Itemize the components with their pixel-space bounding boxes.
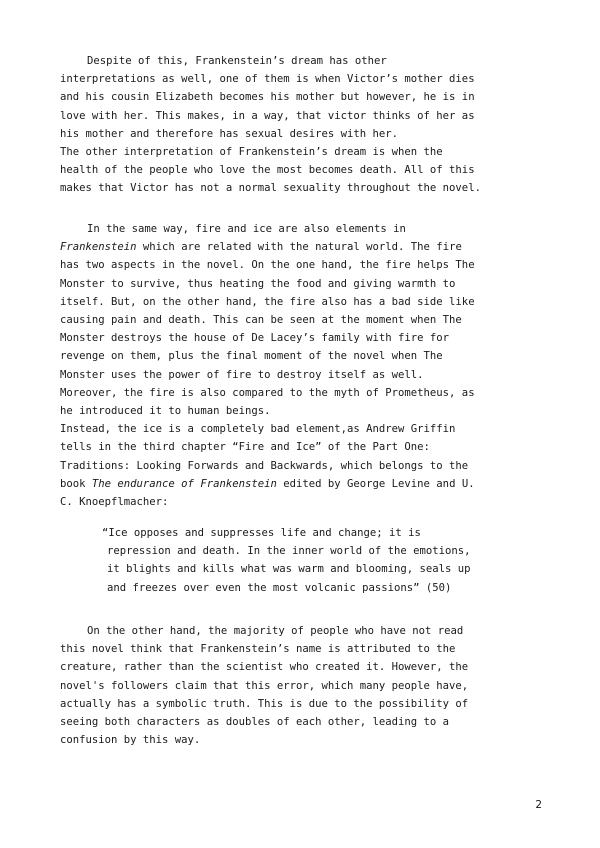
- text-line: Instead, the ice is a completely bad element,as Andrew Griffin: [60, 423, 456, 436]
- text-line: this novel think that Frankenstein’s name is attributed to the: [60, 643, 456, 656]
- paragraph-fire-and-ice: [60, 220, 550, 511]
- text-line: C. Knoepflmacher:: [60, 496, 169, 509]
- paragraph-name-confusion: [60, 622, 550, 749]
- text-line: Monster destroys the house of De Lacey’s family with fire for: [60, 332, 450, 345]
- text-line: he introduced it to human beings.: [60, 405, 271, 418]
- text-line: and his cousin Elizabeth becomes his mother but however, he is in: [60, 91, 475, 104]
- text-line: novel's followers claim that this error, which many people have,: [60, 679, 469, 692]
- text-line: The other interpretation of Frankenstein’s dream is when the: [60, 146, 443, 159]
- text-line: Frankenstein which are related with the natural world. The fire: [60, 241, 462, 254]
- book-title-italic: Frankenstein: [60, 241, 137, 254]
- text-line: book The endurance of Frankenstein edited by George Levine and U.: [60, 477, 475, 490]
- text-line: confusion by this way.: [60, 734, 201, 747]
- text-line: In the same way, fire and ice are also elements in: [87, 223, 406, 235]
- text-line: makes that Victor has not a normal sexuality throughout the novel.: [60, 182, 481, 195]
- text-line: Moreover, the fire is also compared to the myth of Prometheus, as: [60, 386, 475, 399]
- text-line: Monster uses the power of fire to destroy itself as well.: [60, 368, 424, 381]
- text-line: has two aspects in the novel. On the one hand, the fire helps The: [60, 259, 475, 272]
- text-line: revenge on them, plus the final moment of the novel when The: [60, 350, 443, 363]
- text-line: Traditions: Looking Forwards and Backwards, which belongs to the: [60, 459, 469, 472]
- text-line: tells in the third chapter “Fire and Ice” of the Part One:: [60, 441, 430, 454]
- text-line: seeing both characters as doubles of each other, leading to a: [60, 716, 450, 729]
- text-line: health of the people who love the most becomes death. All of this: [60, 164, 475, 177]
- block-quote: [102, 524, 542, 597]
- text-line: causing pain and death. This can be seen at the moment when The: [60, 314, 462, 327]
- book-title-italic: The endurance of Frankenstein: [91, 477, 277, 490]
- page-number: 2: [535, 799, 542, 811]
- text-line: his mother and therefore has sexual desires with her.: [60, 127, 399, 140]
- quote-line: repression and death. In the inner world of the emotions,: [107, 545, 471, 558]
- text-line: love with her. This makes, in a way, that victor thinks of her as: [60, 109, 475, 122]
- text-line: creature, rather than the scientist who created it. However, the: [60, 661, 469, 674]
- text-line: On the other hand, the majority of people who have not read: [87, 625, 464, 637]
- text-line: interpretations as well, one of them is when Victor’s mother dies: [60, 73, 475, 86]
- quote-line: and freezes over even the most volcanic passions” (50): [107, 581, 452, 594]
- text-line: actually has a symbolic truth. This is due to the possibility of: [60, 697, 469, 710]
- quote-line: “Ice opposes and suppresses life and change; it is: [102, 527, 421, 539]
- paragraph-dream-interpretations: [60, 52, 550, 198]
- text-line: Monster to survive, thus heating the food and giving warmth to: [60, 277, 456, 290]
- text-line: itself. But, on the other hand, the fire also has a bad side like: [60, 295, 475, 308]
- text-line: Despite of this, Frankenstein’s dream has other: [87, 55, 387, 67]
- quote-line: it blights and kills what was warm and blooming, seals up: [107, 563, 471, 576]
